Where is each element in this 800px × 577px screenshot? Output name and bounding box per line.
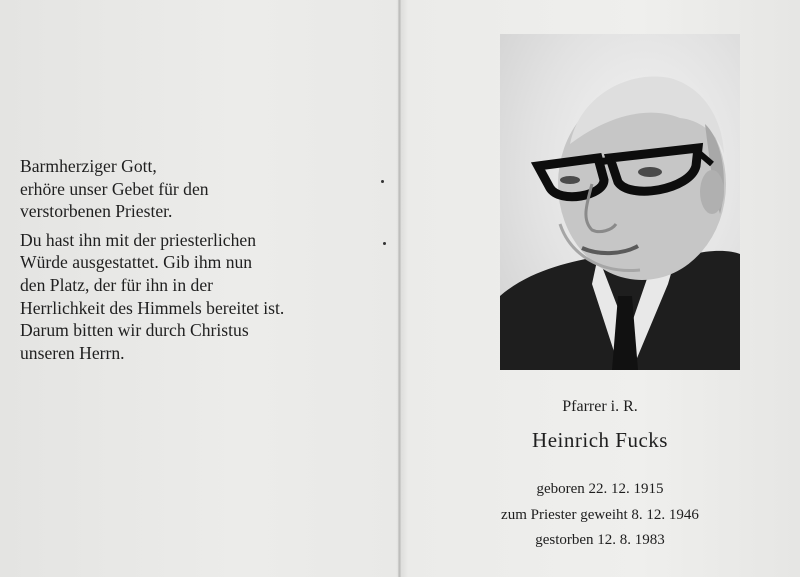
prayer-line: Du hast ihn mit der priesterlichen [20,229,256,250]
prayer-text [20,155,380,370]
death-date: gestorben 12. 8. 1983 [535,532,665,548]
prayer-paragraph-1 [20,155,380,223]
person-name: Heinrich Fucks [532,428,668,452]
prayer-paragraph-2 [20,229,380,365]
card-fold [398,0,401,577]
prayer-line: Herrlichkeit des Himmels bereitet ist. [20,297,285,318]
prayer-line: erhöre unser Gebet für den [20,178,209,199]
prayer-line: Darum bitten wir durch Christus [20,320,249,341]
prayer-line: Barmherziger Gott, [20,156,157,176]
portrait-illustration [500,34,740,370]
person-title: Pfarrer i. R. [562,398,638,415]
portrait-photo [500,34,740,370]
birth-date: geboren 22. 12. 1915 [536,481,664,497]
ordination-date: zum Priester geweiht 8. 12. 1946 [501,507,699,523]
prayer-line: den Platz, der für ihn in der [20,274,213,295]
print-speck [381,180,384,183]
prayer-line: unseren Herrn. [20,342,125,363]
print-speck [383,242,386,245]
prayer-line: verstorbenen Priester. [20,201,173,222]
prayer-line: Würde ausgestattet. Gib ihm nun [20,252,253,273]
